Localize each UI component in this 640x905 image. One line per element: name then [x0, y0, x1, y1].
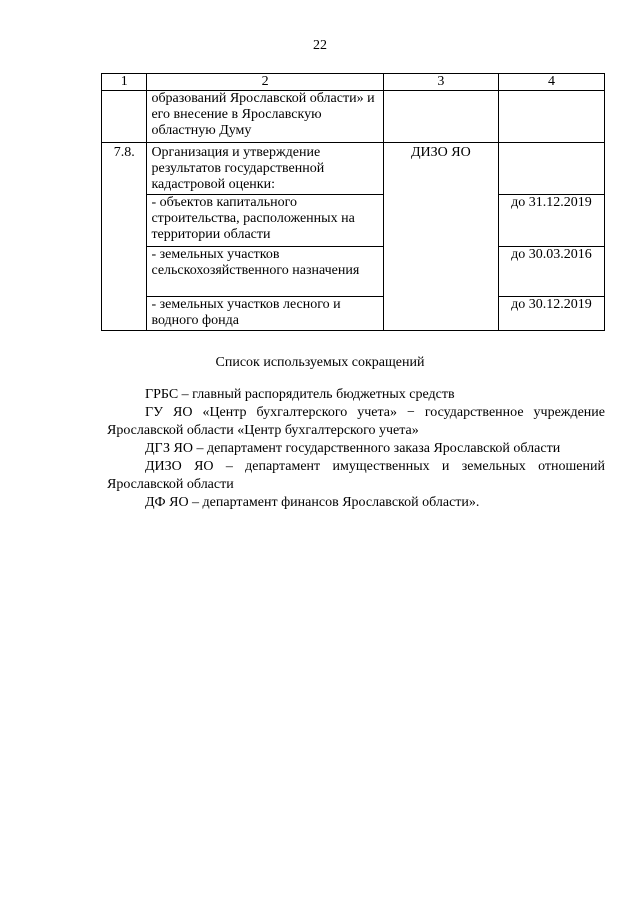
deadline-cell	[498, 143, 604, 195]
deadline-cell: до 30.12.2019	[498, 297, 604, 331]
deadline-cell	[498, 91, 604, 143]
abbreviation-item: ГРБС – главный распорядитель бюджетных средств	[145, 387, 455, 402]
abbreviation-item: ДФ ЯО – департамент финансов Ярославской области».	[145, 495, 480, 510]
plan-table	[101, 73, 605, 331]
abbreviation-item: ГУ ЯО «Центр бухгалтерского учета» − государственное учреждение Ярославской области «Центр бухгалтерского учета»	[107, 405, 605, 438]
table-row	[102, 247, 605, 297]
deadline-cell: до 31.12.2019	[498, 195, 604, 247]
task-cell: - объектов капитального строительства, расположенных на территории области	[147, 195, 383, 247]
deadline-cell: до 30.03.2016	[498, 247, 604, 297]
executor-cell	[383, 247, 498, 297]
abbreviation-item: ДИЗО ЯО – департамент имущественных и земельных отношений Ярославской области	[107, 459, 605, 492]
column-header: 2	[147, 74, 383, 91]
table-header-row	[102, 74, 605, 91]
row-number	[102, 91, 147, 143]
executor-cell	[383, 195, 498, 247]
executor-cell	[383, 297, 498, 331]
row-number	[102, 247, 147, 297]
row-number: 7.8.	[102, 143, 147, 195]
column-header: 1	[102, 74, 147, 91]
row-number	[102, 297, 147, 331]
table-row	[102, 297, 605, 331]
page-number: 22	[313, 38, 327, 53]
task-cell: образований Ярославской области» и его внесение в Ярославскую областную Думу	[147, 91, 383, 143]
task-cell: Организация и утверждение результатов государственной кадастровой оценки:	[147, 143, 383, 195]
row-number	[102, 195, 147, 247]
column-header: 3	[383, 74, 498, 91]
task-cell: - земельных участков сельскохозяйственного назначения	[147, 247, 383, 297]
table-row	[102, 143, 605, 195]
executor-cell	[383, 91, 498, 143]
table-row	[102, 91, 605, 143]
table-row	[102, 195, 605, 247]
abbreviations-list	[107, 386, 605, 512]
abbreviation-item: ДГЗ ЯО – департамент государственного заказа Ярославской области	[145, 441, 561, 456]
executor-cell: ДИЗО ЯО	[383, 143, 498, 195]
column-header: 4	[498, 74, 604, 91]
task-cell: - земельных участков лесного и водного фонда	[147, 297, 383, 331]
abbreviations-title: Список используемых сокращений	[215, 355, 425, 370]
